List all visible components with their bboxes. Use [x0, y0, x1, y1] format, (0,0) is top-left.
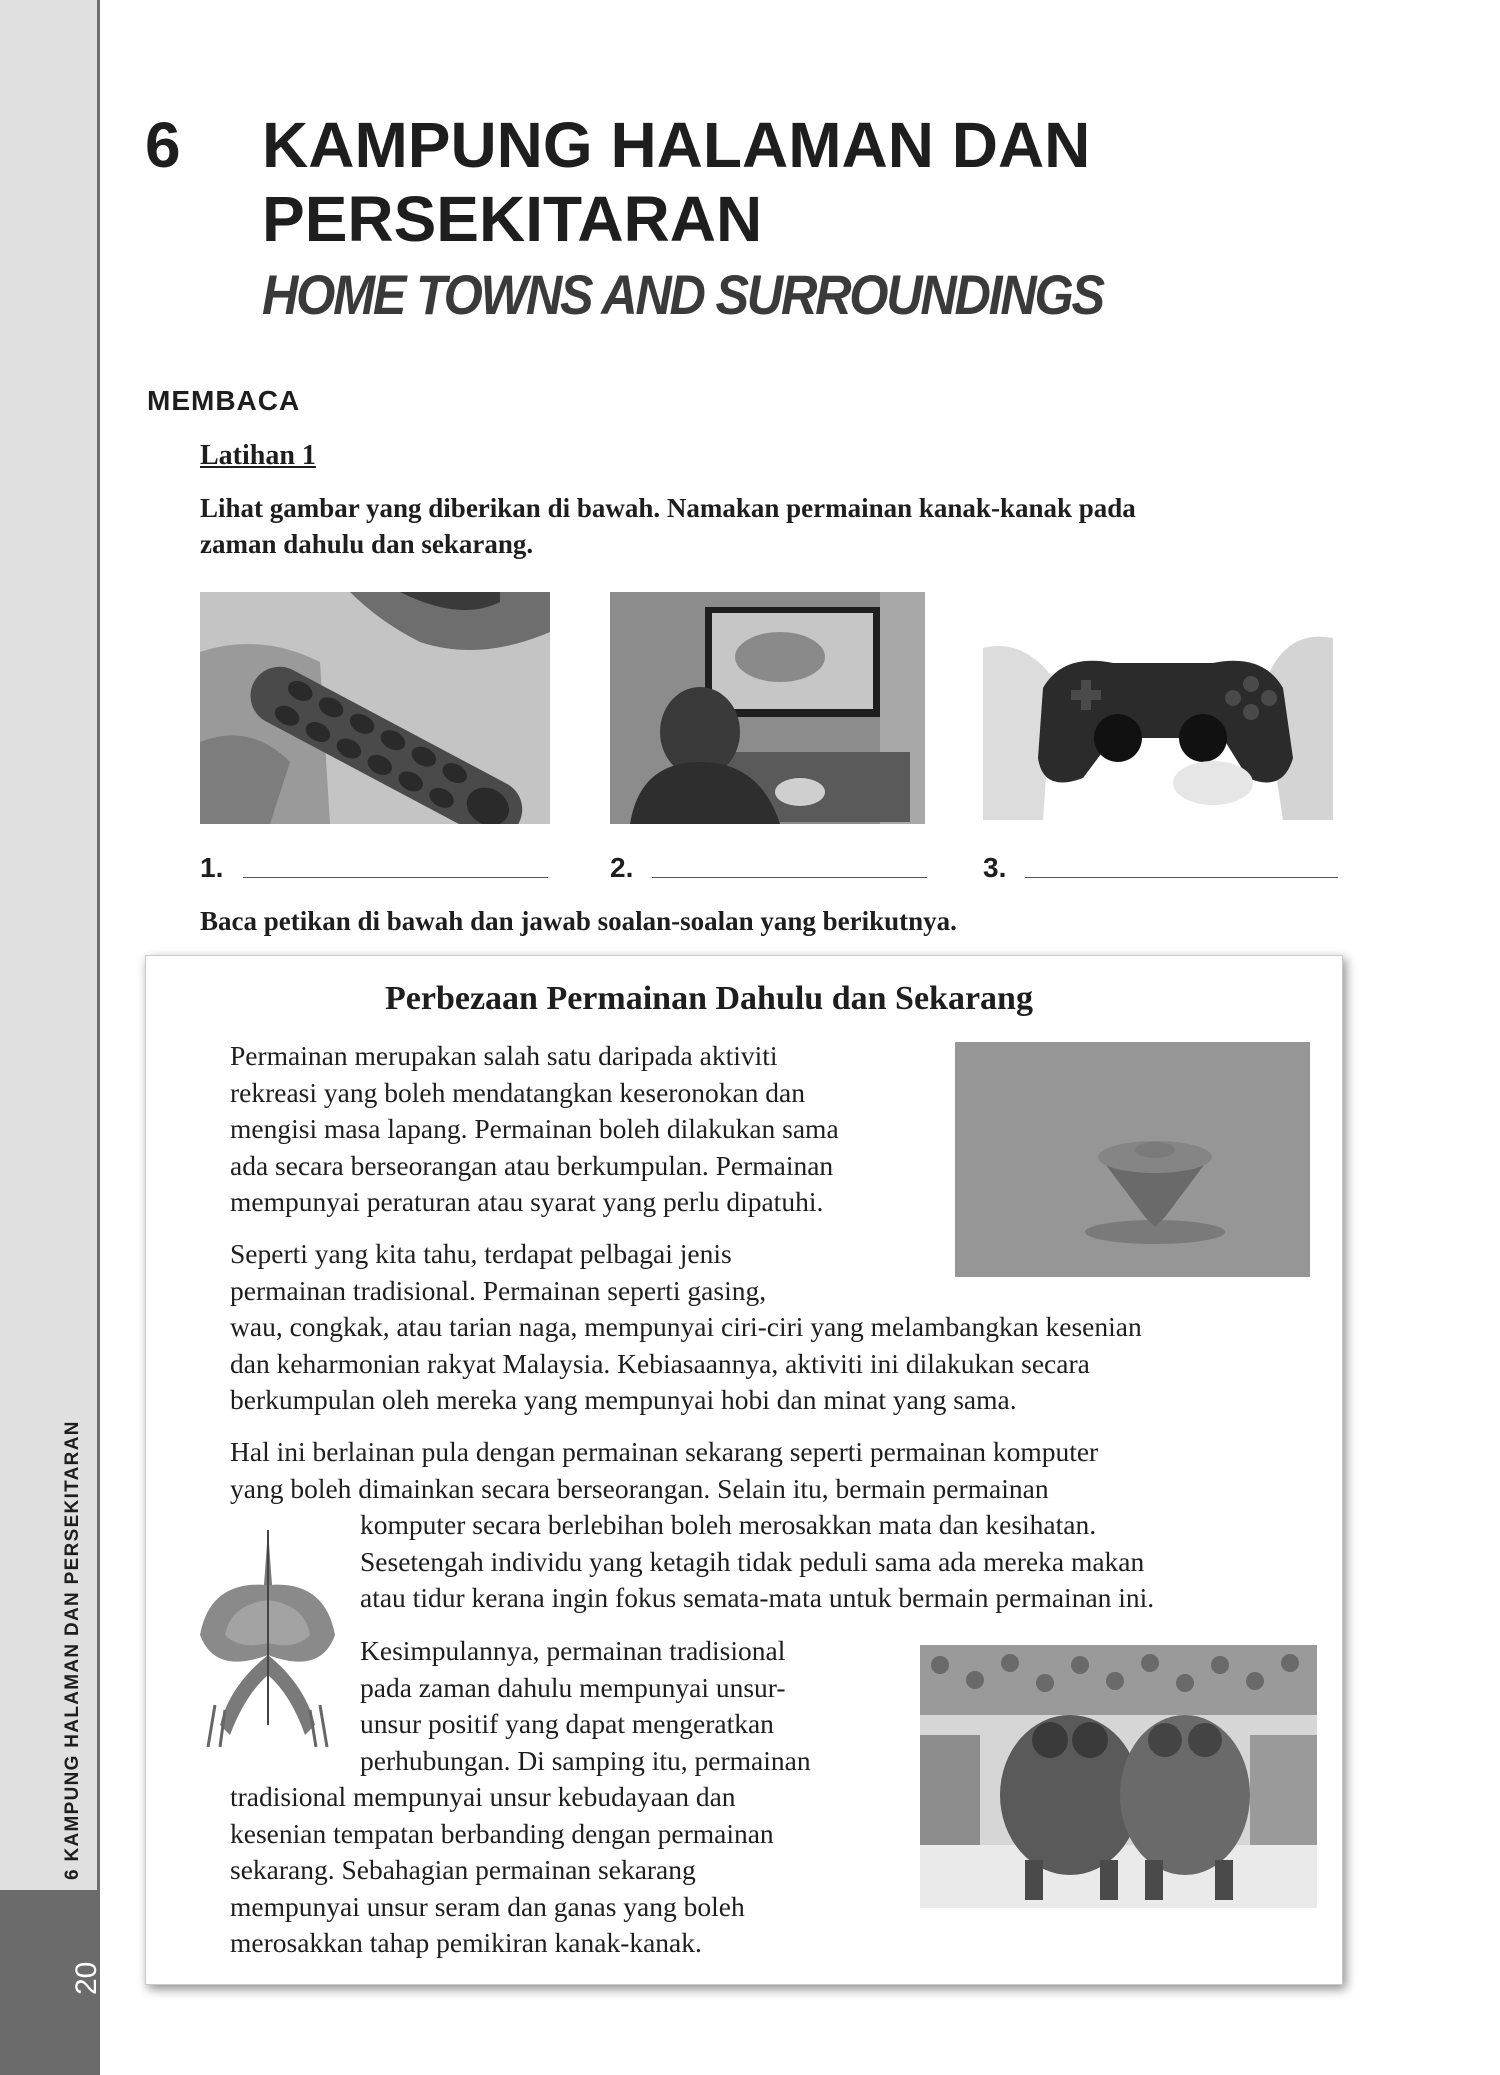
paragraph-4: [230, 1633, 811, 1962]
chapter-number: 6: [145, 109, 181, 181]
paragraph-line: komputer secara berlebihan boleh merosakkan mata dan kesihatan.: [360, 1509, 1097, 1540]
congkak-photo: [200, 592, 550, 824]
paragraph-line: Seperti yang kita tahu, terdapat pelbagai jenis: [230, 1238, 732, 1269]
paragraph-line: atau tidur kerana ingin fokus semata-mata untuk bermain permainan ini.: [360, 1582, 1155, 1613]
paragraph-line: yang boleh dimainkan secara berseorangan. Selain itu, bermain permainan: [230, 1472, 1049, 1504]
page-number: 20: [70, 1961, 103, 1995]
paragraph-line: Hal ini berlainan pula dengan permainan sekarang seperti permainan komputer: [230, 1436, 1099, 1467]
chapter-title-line: PERSEKITARAN: [262, 183, 763, 255]
game-controller-photo: [983, 628, 1333, 820]
exercise-instruction: [200, 490, 1136, 562]
paragraph-line: berkumpulan oleh mereka yang mempunyai hobi dan minat yang sama.: [230, 1384, 1017, 1415]
paragraph-line: unsur positif yang dapat mengeratkan: [360, 1708, 774, 1739]
answer-line-3[interactable]: [1025, 877, 1338, 878]
section-heading: MEMBACA: [147, 385, 301, 416]
paragraph-line: Permainan merupakan salah satu daripada aktiviti: [230, 1040, 778, 1071]
paragraph-3: [230, 1434, 1154, 1617]
paragraph-1: [230, 1038, 839, 1221]
paragraph-line: sekarang. Sebahagian permainan sekarang: [230, 1854, 696, 1885]
sidebar-chapter-label: 6 KAMPUNG HALAMAN DAN PERSEKITARAN: [62, 1420, 83, 1880]
paragraph-line: merosakkan tahap pemikiran kanak-kanak.: [230, 1927, 702, 1958]
computer-game-photo: [610, 592, 925, 824]
paragraph-line: Kesimpulannya, permainan tradisional: [360, 1635, 786, 1666]
reading-instruction: Baca petikan di bawah dan jawab soalan-soalan yang berikutnya.: [200, 906, 957, 936]
reading-title: Perbezaan Permainan Dahulu dan Sekarang: [385, 980, 1033, 1017]
instruction-line: Lihat gambar yang diberikan di bawah. Namakan permainan kanak-kanak pada: [200, 493, 1136, 523]
chapter-title-line: KAMPUNG HALAMAN DAN: [262, 109, 1091, 181]
paragraph-line: wau, congkak, atau tarian naga, mempunyai ciri-ciri yang melambangkan kesenian: [230, 1311, 1142, 1342]
paragraph-line: mengisi masa lapang. Permainan boleh dilakukan sama: [230, 1113, 839, 1144]
paragraph-line: permainan tradisional. Permainan seperti gasing,: [230, 1274, 767, 1306]
chapter-subtitle: HOME TOWNS AND SURROUNDINGS: [262, 263, 1103, 326]
paragraph-line: pada zaman dahulu mempunyai unsur-: [360, 1671, 786, 1703]
paragraph-line: dan keharmonian rakyat Malaysia. Kebiasaannya, aktiviti ini dilakukan secara: [230, 1347, 1090, 1379]
paragraph-line: Sesetengah individu yang ketagih tidak peduli sama ada mereka makan: [360, 1545, 1145, 1577]
paragraph-line: tradisional mempunyai unsur kebudayaan dan: [230, 1781, 736, 1812]
paragraph-line: perhubungan. Di samping itu, permainan: [360, 1744, 811, 1776]
answer-label-3: 3.: [983, 852, 1007, 883]
paragraph-line: rekreasi yang boleh mendatangkan keseronokan dan: [230, 1076, 805, 1108]
paragraph-2: [230, 1236, 1142, 1419]
paragraph-line: mempunyai peraturan atau syarat yang perlu dipatuhi.: [230, 1186, 824, 1217]
answer-label-2: 2.: [610, 852, 634, 883]
chapter-title: [262, 108, 1090, 256]
answer-line-2[interactable]: [652, 877, 927, 878]
lion-dance-photo: [920, 1645, 1317, 1908]
paragraph-line: mempunyai unsur seram dan ganas yang boleh: [230, 1890, 745, 1922]
exercise-title: Latihan 1: [200, 440, 316, 471]
paragraph-line: kesenian tempatan berbanding dengan permainan: [230, 1817, 774, 1849]
answer-line-1[interactable]: [243, 877, 548, 878]
instruction-line: zaman dahulu dan sekarang.: [200, 529, 534, 559]
sidebar: [0, 0, 100, 2075]
answer-label-1: 1.: [200, 852, 224, 883]
paragraph-line: ada secara berseorangan atau berkumpulan. Permainan: [230, 1149, 834, 1181]
